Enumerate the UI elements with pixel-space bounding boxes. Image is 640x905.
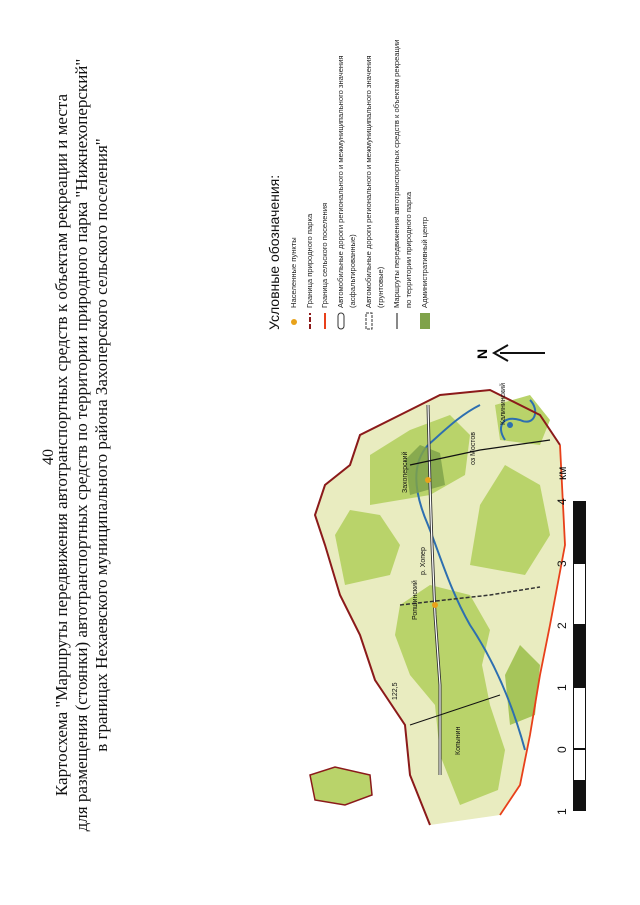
- map-label-zakhopersky: Захоперский: [402, 451, 409, 493]
- north-arrow-icon: [490, 333, 550, 373]
- scale-segment: [573, 749, 586, 811]
- title-line: для размещения (стоянки) автотранспортных средств по территории природного парка "Нижнехоперский": [72, 58, 91, 832]
- legend-label: Административный центр: [419, 216, 429, 308]
- scale-tick: 0: [555, 746, 569, 753]
- legend-item: [288, 30, 301, 330]
- legend-item: [319, 30, 332, 330]
- legend-item: [391, 30, 416, 330]
- scale-unit: км: [555, 466, 569, 480]
- settlement-boundary-line-icon: [319, 312, 331, 330]
- legend-label: Граница сельского поселения: [320, 202, 329, 308]
- scale-tick: 4: [555, 498, 569, 505]
- map-label-river: р. Хопер: [420, 547, 427, 575]
- legend-item: [335, 30, 360, 330]
- admin-center-fill-icon: [419, 312, 431, 330]
- map-image: [110, 360, 570, 845]
- legend-label: Автомобильные дороги регионального и межмуниципального значения (грунтовые): [363, 55, 385, 308]
- scale-segment: [573, 687, 586, 749]
- map-label-ropshinsky: Ропшинский: [412, 580, 419, 620]
- scale-segment: [573, 625, 586, 687]
- scale-tick: 1: [555, 808, 569, 815]
- legend-item: [363, 30, 388, 330]
- dirt-road-icon: [363, 312, 375, 330]
- scale-tick: 3: [555, 560, 569, 567]
- page-title: [52, 45, 112, 845]
- scale-bar: [555, 466, 605, 815]
- legend-label: Маршруты передвижения автотранспортных средств к объектам рекреации по территории природного парка: [391, 39, 413, 308]
- legend-item: [304, 30, 317, 330]
- scale-tick: 2: [555, 622, 569, 629]
- map-label-kopynin: Копынин: [455, 726, 462, 755]
- map-label-kalininsky: Калининский: [500, 383, 507, 425]
- legend: [266, 30, 434, 330]
- scale-tick: 1: [555, 684, 569, 691]
- title-line: Картосхема "Маршруты передвижения автотранспортных средств к объектам рекреации и места: [52, 93, 71, 797]
- settlement-dot-icon: [288, 312, 300, 330]
- legend-heading: Условные обозначения:: [266, 174, 282, 330]
- page-number: 40: [40, 449, 57, 465]
- legend-item: [419, 30, 432, 330]
- route-line-icon: [391, 312, 403, 330]
- scale-segment: [573, 563, 586, 625]
- legend-label: Автомобильные дороги регионального и межмуниципального значения (асфальтированные): [335, 55, 357, 308]
- legend-label: Граница природного парка: [304, 213, 314, 308]
- map-label-elevation: 122,5: [392, 682, 399, 700]
- north-label: N: [474, 348, 490, 359]
- title-line: в границах Нехаевского муниципального района Захоперского сельского поселения": [92, 138, 111, 752]
- paved-road-icon: [335, 312, 347, 330]
- park-boundary-line-icon: [304, 312, 316, 330]
- north-arrow: [474, 333, 555, 373]
- map-label-lake: оз Мостов: [470, 431, 477, 465]
- scale-segment: [573, 501, 586, 563]
- legend-label: Населенные пункты: [289, 237, 298, 308]
